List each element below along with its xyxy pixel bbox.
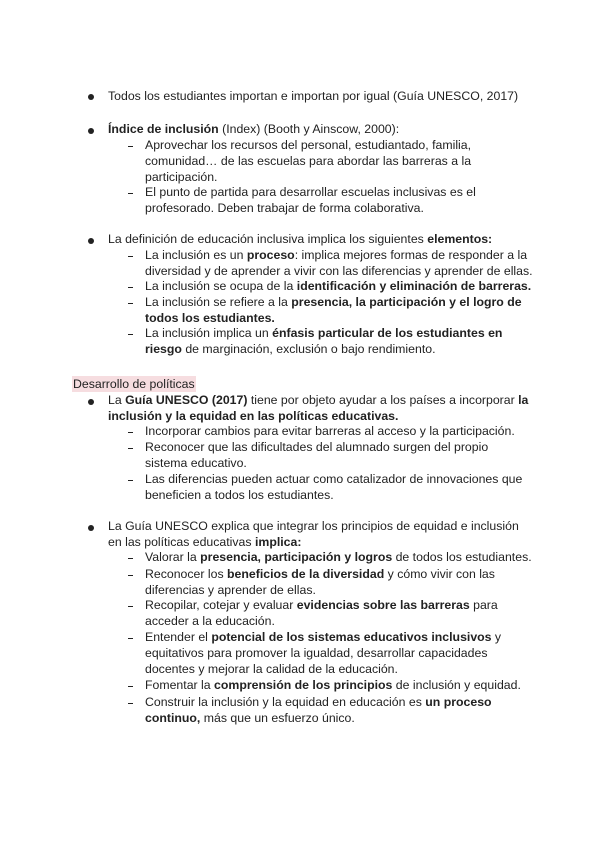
bold-text: proceso — [246, 248, 295, 262]
text: (Index) (Booth y Ainscow, 2000): — [218, 122, 400, 136]
text-line — [145, 549, 532, 566]
bullet-marker — [88, 128, 94, 134]
text-line: diferencias y aprender de ellas. — [145, 583, 316, 597]
dash-marker — [128, 703, 133, 704]
dash-marker — [128, 638, 133, 639]
text: La inclusión se refiere a la — [145, 295, 292, 309]
text: de todos los estudiantes. — [392, 550, 532, 564]
dash-marker — [128, 303, 133, 304]
bold-text: un proceso — [425, 695, 492, 709]
bold-text: presencia, la participación y el logro de — [291, 295, 522, 309]
bold-text: evidencias sobre las barreras — [296, 598, 470, 612]
text: Entender el — [145, 630, 212, 644]
text-line — [145, 278, 531, 295]
text-line: beneficien a todos los estudiantes. — [145, 488, 334, 502]
paragraph-unesco-guide — [108, 392, 528, 409]
text-line — [145, 710, 355, 727]
text: para — [469, 598, 498, 612]
bold-text: la — [518, 393, 529, 407]
dash-marker — [128, 334, 133, 335]
text: y — [491, 630, 502, 644]
bullet-marker — [88, 399, 94, 405]
bold-text: Guía UNESCO (2017) — [125, 393, 248, 407]
bold-text: todos los estudiantes. — [145, 311, 275, 325]
bold-text: presencia, participación y logros — [200, 550, 393, 564]
text: La inclusión se ocupa de la — [145, 279, 297, 293]
bullet-marker — [88, 94, 94, 100]
text: Fomentar la — [145, 678, 215, 692]
bold-text: énfasis particular de los estudiantes en — [272, 326, 503, 340]
text: Todos los estudiantes importan e importan por igual (Guía UNESCO, 2017) — [108, 89, 519, 103]
text-line — [145, 325, 502, 342]
paragraph-equality — [108, 88, 518, 105]
text-line: Aprovechar los recursos del personal, estudiantado, familia, — [145, 138, 472, 152]
dash-marker — [128, 686, 133, 687]
text-line: profesorado. Deben trabajar de forma colaborativa. — [145, 201, 424, 215]
text: : implica mejores formas de responder a la — [294, 248, 528, 262]
bold-text: elementos: — [427, 232, 493, 246]
dash-marker — [128, 193, 133, 194]
text: de inclusión y equidad. — [392, 678, 521, 692]
paragraph-integration: La Guía UNESCO explica que integrar los principios de equidad e inclusión — [108, 519, 519, 533]
text: Recopilar, cotejar y evaluar — [145, 598, 297, 612]
dash-marker — [128, 146, 133, 147]
dash-marker — [128, 448, 133, 449]
paragraph-index-inclusion — [108, 121, 399, 138]
bold-text: continuo, — [145, 711, 201, 725]
bold-text: identificación y eliminación de barreras. — [296, 279, 532, 293]
text: La inclusión implica un — [145, 326, 273, 340]
bullet-marker — [88, 238, 94, 244]
bold-text: riesgo — [145, 342, 182, 356]
text-line — [145, 247, 527, 264]
text: La — [108, 393, 126, 407]
section-heading: Desarrollo de políticas — [73, 377, 195, 391]
text: Reconocer los — [145, 567, 228, 581]
text: La definición de educación inclusiva implica los siguientes — [108, 232, 428, 246]
text-line — [145, 677, 521, 694]
text: Valorar la — [145, 550, 201, 564]
text-line: docentes y mejorar la calidad de la educación. — [145, 662, 398, 676]
bold-text: implica: — [254, 535, 302, 549]
dash-marker — [128, 256, 133, 257]
text-line: Las diferencias pueden actuar como catalizador de innovaciones que — [145, 472, 523, 486]
bold-text: inclusión y la equidad en las políticas educativas. — [108, 409, 399, 423]
text-line: equitativos para promover la igualdad, desarrollar capacidades — [145, 646, 488, 660]
text: y cómo vivir con las — [384, 567, 495, 581]
text-line: Reconocer que las dificultades del alumnado surgen del propio — [145, 440, 489, 454]
dash-marker — [128, 480, 133, 481]
bullet-marker — [88, 525, 94, 531]
text-line — [145, 566, 495, 583]
text-line: acceder a la educación. — [145, 614, 275, 628]
dash-marker — [128, 575, 133, 576]
text: La inclusión es un — [145, 248, 247, 262]
dash-marker — [128, 606, 133, 607]
dash-marker — [128, 558, 133, 559]
bold-text: potencial de los sistemas educativos inclusivos — [211, 630, 492, 644]
bold-text: beneficios de la diversidad — [227, 567, 385, 581]
text-line: diversidad y de aprender a vivir con las diferencias y aprender de ellas. — [145, 264, 533, 278]
text: tiene por objeto ayudar a los países a incorporar — [247, 393, 519, 407]
dash-marker — [128, 287, 133, 288]
dash-marker — [128, 432, 133, 433]
text-line — [145, 694, 492, 711]
text: en las políticas educativas — [108, 535, 255, 549]
text-line: Incorporar cambios para evitar barreras al acceso y la participación. — [145, 424, 515, 438]
text: Construir la inclusión y la equidad en educación es — [145, 695, 426, 709]
text-line — [145, 294, 522, 311]
text-line — [145, 341, 436, 358]
text-line — [145, 629, 501, 646]
text: más que un esfuerzo único. — [200, 711, 355, 725]
text: de marginación, exclusión o bajo rendimiento. — [181, 342, 436, 356]
text-line: participación. — [145, 170, 218, 184]
text-line: sistema educativo. — [145, 456, 247, 470]
text-line: El punto de partida para desarrollar escuelas inclusivas es el — [145, 185, 476, 199]
bold-text: comprensión de los principios — [214, 678, 393, 692]
bold-text: Índice de inclusión — [108, 122, 219, 136]
paragraph-definition — [108, 231, 492, 248]
text-line: comunidad… de las escuelas para abordar las barreras a la — [145, 154, 472, 168]
text-line — [145, 597, 498, 614]
